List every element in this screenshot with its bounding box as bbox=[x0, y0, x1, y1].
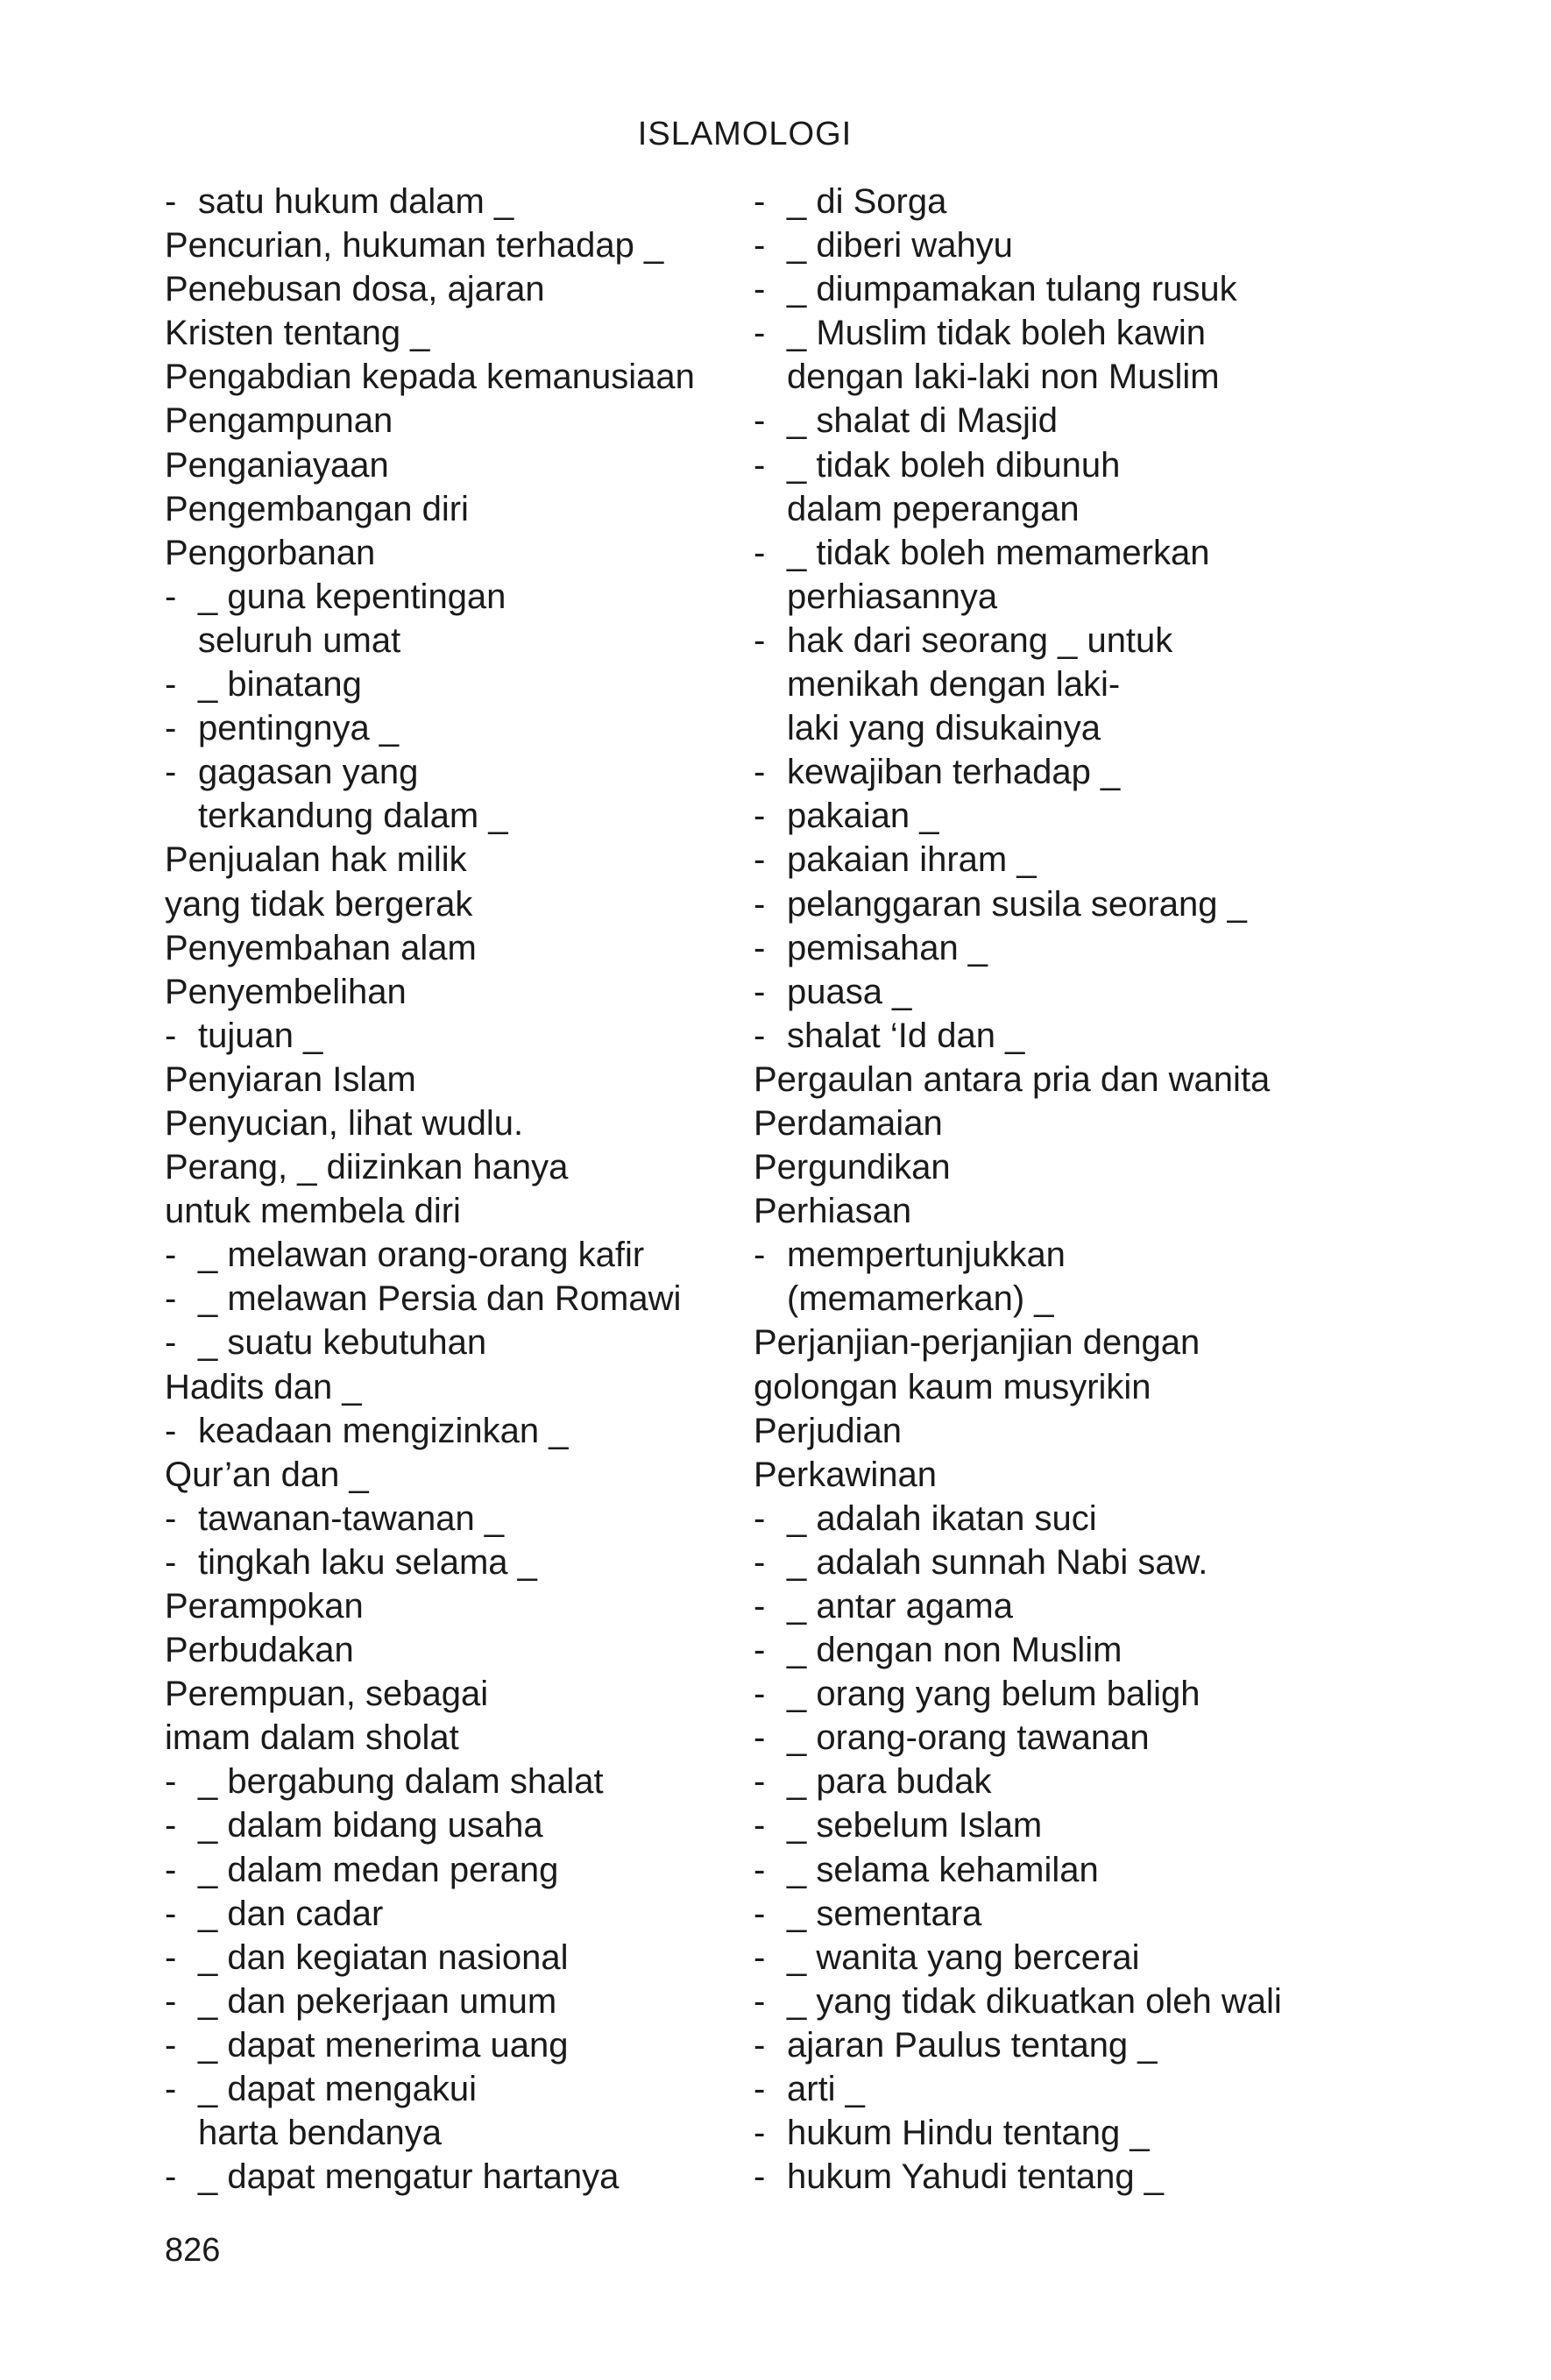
entry-text: Pengabdian kepada kemanusiaan bbox=[165, 358, 695, 397]
subentry-dash: - bbox=[165, 753, 177, 792]
index-continuation bbox=[754, 355, 1332, 399]
index-subentry bbox=[754, 2023, 1332, 2067]
entry-text: hukum Yahudi tentang _ bbox=[787, 2157, 1164, 2197]
subentry-dash: - bbox=[165, 1850, 177, 1889]
index-column-left bbox=[165, 180, 726, 2199]
subentry-dash: - bbox=[754, 797, 766, 836]
entry-text: _ dengan non Muslim bbox=[787, 1631, 1123, 1670]
entry-text: mempertunjukkan bbox=[787, 1236, 1066, 1275]
entry-text: _ shalat di Masjid bbox=[787, 401, 1059, 441]
index-subentry bbox=[165, 1980, 726, 2023]
index-subentry bbox=[754, 531, 1332, 575]
subentry-dash: - bbox=[165, 1894, 177, 1933]
entry-text: Penganiayaan bbox=[165, 445, 389, 485]
index-subentry bbox=[754, 443, 1332, 487]
entry-text: tujuan _ bbox=[198, 1016, 323, 1055]
subentry-dash: - bbox=[754, 1016, 766, 1055]
index-subentry bbox=[754, 926, 1332, 970]
subentry-dash: - bbox=[754, 445, 766, 485]
entry-text: _ para budak bbox=[787, 1762, 992, 1802]
index-subentry bbox=[165, 1760, 726, 1803]
entry-text: Pencurian, hukuman terhadap _ bbox=[165, 226, 664, 266]
index-heading bbox=[165, 1365, 726, 1409]
subentry-dash: - bbox=[754, 1498, 766, 1538]
entry-text: Kristen tentang _ bbox=[165, 314, 430, 353]
index-subentry bbox=[754, 2155, 1332, 2199]
index-subentry bbox=[165, 1936, 726, 1980]
index-heading bbox=[165, 1584, 726, 1628]
entry-text: Penyembahan alam bbox=[165, 928, 477, 967]
entry-text: Hadits dan _ bbox=[165, 1367, 362, 1406]
subentry-dash: - bbox=[754, 1542, 766, 1582]
index-heading bbox=[165, 1672, 726, 1716]
entry-text: Qur’an dan _ bbox=[165, 1455, 369, 1494]
entry-text: Perjanjian-perjanjian dengan bbox=[754, 1323, 1200, 1363]
index-heading bbox=[165, 223, 726, 267]
subentry-dash: - bbox=[165, 1323, 177, 1363]
subentry-dash: - bbox=[165, 1981, 177, 2021]
index-heading bbox=[165, 443, 726, 487]
entry-text: Pengampunan bbox=[165, 401, 393, 441]
index-subentry bbox=[754, 267, 1332, 311]
index-subentry bbox=[165, 750, 726, 794]
index-subentry bbox=[754, 2067, 1332, 2111]
index-subentry bbox=[754, 882, 1332, 926]
index-heading bbox=[165, 355, 726, 399]
index-subentry bbox=[754, 1936, 1332, 1980]
entry-text: _ binatang bbox=[198, 665, 362, 705]
index-subentry bbox=[165, 662, 726, 706]
subentry-dash: - bbox=[165, 665, 177, 705]
subentry-dash: - bbox=[754, 1762, 766, 1802]
index-continuation bbox=[165, 2111, 726, 2155]
entry-text: _ diberi wahyu bbox=[787, 226, 1013, 266]
entry-text: _ sebelum Islam bbox=[787, 1806, 1043, 1845]
subentry-dash: - bbox=[165, 1016, 177, 1055]
index-subentry bbox=[754, 399, 1332, 443]
subentry-dash: - bbox=[165, 1806, 177, 1845]
entry-text: menikah dengan laki- bbox=[787, 665, 1121, 705]
index-subentry bbox=[754, 1760, 1332, 1803]
index-heading bbox=[754, 1321, 1332, 1364]
entry-text: _ di Sorga bbox=[787, 182, 947, 221]
entry-text: _ dapat mengatur hartanya bbox=[198, 2157, 620, 2197]
running-head: ISLAMOLOGI bbox=[637, 116, 853, 152]
entry-text: Penyucian, lihat wudlu. bbox=[165, 1103, 524, 1143]
entry-text: dalam peperangan bbox=[787, 489, 1080, 528]
index-heading bbox=[754, 1453, 1332, 1497]
index-subentry bbox=[754, 970, 1332, 1014]
entry-text: seluruh umat bbox=[198, 620, 401, 660]
entry-text: _ adalah ikatan suci bbox=[787, 1498, 1097, 1538]
entry-text: pakaian _ bbox=[787, 797, 939, 836]
index-subentry bbox=[754, 750, 1332, 794]
entry-text: (memamerkan) _ bbox=[787, 1279, 1054, 1319]
entry-text: Pengembangan diri bbox=[165, 489, 469, 528]
index-subentry bbox=[165, 2023, 726, 2067]
entry-text: pelanggaran susila seorang _ bbox=[787, 884, 1247, 924]
index-subentry bbox=[165, 1409, 726, 1453]
subentry-dash: - bbox=[754, 1981, 766, 2021]
entry-text: gagasan yang bbox=[198, 753, 419, 792]
index-subentry bbox=[754, 1672, 1332, 1716]
subentry-dash: - bbox=[165, 709, 177, 748]
entry-text: puasa _ bbox=[787, 972, 912, 1011]
entry-text: Penebusan dosa, ajaran bbox=[165, 270, 545, 309]
index-continuation bbox=[754, 1277, 1332, 1321]
subentry-dash: - bbox=[165, 577, 177, 616]
entry-text: _ dalam bidang usaha bbox=[198, 1806, 543, 1845]
entry-text: _ dalam medan perang bbox=[198, 1850, 559, 1889]
subentry-dash: - bbox=[754, 884, 766, 924]
entry-text: _ tidak boleh dibunuh bbox=[787, 445, 1121, 485]
index-subentry bbox=[754, 794, 1332, 838]
index-heading bbox=[165, 838, 726, 882]
entry-text: _ tidak boleh memamerkan bbox=[787, 533, 1210, 572]
subentry-dash: - bbox=[754, 1631, 766, 1670]
entry-text: Perkawinan bbox=[754, 1455, 938, 1494]
index-subentry bbox=[754, 619, 1332, 662]
entry-text: terkandung dalam _ bbox=[198, 797, 508, 836]
entry-text: _ wanita yang bercerai bbox=[787, 1937, 1140, 1977]
index-subentry bbox=[754, 1584, 1332, 1628]
subentry-dash: - bbox=[165, 2157, 177, 2197]
subentry-dash: - bbox=[754, 753, 766, 792]
entry-text: pemisahan _ bbox=[787, 928, 988, 967]
entry-text: shalat ‘Id dan _ bbox=[787, 1016, 1025, 1055]
index-heading bbox=[165, 267, 726, 311]
index-heading bbox=[165, 1058, 726, 1101]
entry-text: imam dalam sholat bbox=[165, 1718, 459, 1758]
entry-text: Pergundikan bbox=[754, 1148, 951, 1187]
subentry-dash: - bbox=[754, 2114, 766, 2153]
index-heading bbox=[165, 1145, 726, 1189]
entry-text: pakaian ihram _ bbox=[787, 840, 1037, 880]
entry-text: _ antar agama bbox=[787, 1587, 1013, 1626]
subentry-dash: - bbox=[754, 1587, 766, 1626]
index-continuation bbox=[754, 487, 1332, 531]
index-subentry bbox=[165, 1497, 726, 1541]
entry-text: _ selama kehamilan bbox=[787, 1850, 1099, 1889]
subentry-dash: - bbox=[754, 1937, 766, 1977]
index-heading bbox=[754, 1409, 1332, 1453]
index-heading bbox=[754, 1189, 1332, 1233]
index-subentry bbox=[165, 2155, 726, 2199]
index-subentry bbox=[754, 1541, 1332, 1584]
subentry-dash: - bbox=[754, 972, 766, 1011]
index-subentry bbox=[754, 1716, 1332, 1760]
index-subentry bbox=[165, 2067, 726, 2111]
index-subentry bbox=[165, 575, 726, 619]
subentry-dash: - bbox=[165, 1411, 177, 1450]
entry-text: _ orang yang belum baligh bbox=[787, 1675, 1200, 1714]
subentry-dash: - bbox=[165, 2025, 177, 2065]
subentry-dash: - bbox=[754, 2070, 766, 2109]
entry-text: Perhiasan bbox=[754, 1192, 912, 1231]
subentry-dash: - bbox=[754, 2025, 766, 2065]
entry-text: harta bendanya bbox=[198, 2114, 443, 2153]
entry-text: keadaan mengizinkan _ bbox=[198, 1411, 569, 1450]
entry-text: Penjualan hak milik bbox=[165, 840, 467, 880]
entry-text: yang tidak bergerak bbox=[165, 884, 473, 924]
index-heading bbox=[165, 1628, 726, 1672]
index-heading bbox=[165, 1716, 726, 1760]
index-subentry bbox=[754, 1497, 1332, 1541]
entry-text: _ dan cadar bbox=[198, 1894, 384, 1933]
subentry-dash: - bbox=[754, 270, 766, 309]
entry-text: _ melawan orang-orang kafir bbox=[198, 1236, 645, 1275]
index-subentry bbox=[754, 1628, 1332, 1672]
subentry-dash: - bbox=[165, 182, 177, 221]
subentry-dash: - bbox=[165, 1236, 177, 1275]
entry-text: tawanan-tawanan _ bbox=[198, 1498, 505, 1538]
subentry-dash: - bbox=[754, 620, 766, 660]
subentry-dash: - bbox=[754, 2157, 766, 2197]
entry-text: _ yang tidak dikuatkan oleh wali bbox=[787, 1981, 1282, 2021]
index-heading bbox=[165, 531, 726, 575]
subentry-dash: - bbox=[165, 1498, 177, 1538]
subentry-dash: - bbox=[754, 1894, 766, 1933]
index-subentry bbox=[165, 1321, 726, 1364]
entry-text: hak dari seorang _ untuk bbox=[787, 620, 1173, 660]
index-subentry bbox=[754, 838, 1332, 882]
entry-text: perhiasannya bbox=[787, 577, 998, 616]
subentry-dash: - bbox=[754, 314, 766, 353]
entry-text: Penyembelihan bbox=[165, 972, 407, 1011]
index-heading bbox=[754, 1145, 1332, 1189]
index-continuation bbox=[754, 575, 1332, 619]
entry-text: _ bergabung dalam shalat bbox=[198, 1762, 604, 1802]
subentry-dash: - bbox=[165, 1937, 177, 1977]
subentry-dash: - bbox=[754, 840, 766, 880]
index-subentry bbox=[754, 1892, 1332, 1936]
index-subentry bbox=[165, 180, 726, 223]
index-heading bbox=[165, 926, 726, 970]
index-heading bbox=[165, 1189, 726, 1233]
subentry-dash: - bbox=[754, 928, 766, 967]
entry-text: golongan kaum musyrikin bbox=[754, 1367, 1151, 1406]
entry-text: _ dapat menerima uang bbox=[198, 2025, 569, 2065]
subentry-dash: - bbox=[754, 1806, 766, 1845]
index-heading bbox=[165, 882, 726, 926]
subentry-dash: - bbox=[754, 533, 766, 572]
entry-text: laki yang disukainya bbox=[787, 709, 1101, 748]
entry-text: Perdamaian bbox=[754, 1103, 943, 1143]
subentry-dash: - bbox=[754, 1675, 766, 1714]
subentry-dash: - bbox=[754, 401, 766, 441]
entry-text: _ dapat mengakui bbox=[198, 2070, 478, 2109]
entry-text: _ dan pekerjaan umum bbox=[198, 1981, 557, 2021]
entry-text: Perampokan bbox=[165, 1587, 364, 1626]
entry-text: _ diumpamakan tulang rusuk bbox=[787, 270, 1237, 309]
entry-text: _ melawan Persia dan Romawi bbox=[198, 1279, 682, 1319]
index-subentry bbox=[754, 311, 1332, 355]
index-subentry bbox=[754, 1848, 1332, 1892]
entry-text: Penyiaran Islam bbox=[165, 1059, 416, 1099]
index-subentry bbox=[165, 1541, 726, 1584]
index-continuation bbox=[754, 662, 1332, 706]
index-heading bbox=[754, 1058, 1332, 1101]
entry-text: Pergaulan antara pria dan wanita bbox=[754, 1059, 1271, 1099]
index-subentry bbox=[165, 1277, 726, 1321]
entry-text: arti _ bbox=[787, 2070, 865, 2109]
subentry-dash: - bbox=[165, 1542, 177, 1582]
index-subentry bbox=[754, 1233, 1332, 1277]
subentry-dash: - bbox=[165, 1762, 177, 1802]
entry-text: satu hukum dalam _ bbox=[198, 182, 514, 221]
index-heading bbox=[165, 970, 726, 1014]
entry-text: Perang, _ diizinkan hanya bbox=[165, 1148, 569, 1187]
entry-text: Pengorbanan bbox=[165, 533, 376, 572]
index-subentry bbox=[754, 2111, 1332, 2155]
index-continuation bbox=[754, 706, 1332, 750]
entry-text: _ adalah sunnah Nabi saw. bbox=[787, 1542, 1208, 1582]
entry-text: tingkah laku selama _ bbox=[198, 1542, 537, 1582]
subentry-dash: - bbox=[754, 226, 766, 266]
page-number: 826 bbox=[165, 2232, 221, 2269]
index-subentry bbox=[165, 1892, 726, 1936]
entry-text: dengan laki-laki non Muslim bbox=[787, 358, 1220, 397]
subentry-dash: - bbox=[754, 1850, 766, 1889]
index-subentry bbox=[165, 706, 726, 750]
entry-text: _ sementara bbox=[787, 1894, 982, 1933]
index-heading bbox=[165, 311, 726, 355]
index-continuation bbox=[165, 619, 726, 662]
entry-text: _ suatu kebutuhan bbox=[198, 1323, 487, 1363]
subentry-dash: - bbox=[754, 1236, 766, 1275]
entry-text: _ dan kegiatan nasional bbox=[198, 1937, 569, 1977]
entry-text: kewajiban terhadap _ bbox=[787, 753, 1121, 792]
index-heading bbox=[165, 399, 726, 443]
index-heading bbox=[165, 487, 726, 531]
entry-text: Perjudian bbox=[754, 1411, 903, 1450]
index-column-right bbox=[754, 180, 1332, 2199]
entry-text: _ Muslim tidak boleh kawin bbox=[787, 314, 1206, 353]
entry-text: _ orang-orang tawanan bbox=[787, 1718, 1150, 1758]
entry-text: _ guna kepentingan bbox=[198, 577, 506, 616]
entry-text: Perempuan, sebagai bbox=[165, 1675, 489, 1714]
entry-text: Perbudakan bbox=[165, 1631, 354, 1670]
index-subentry bbox=[165, 1803, 726, 1847]
entry-text: hukum Hindu tentang _ bbox=[787, 2114, 1150, 2153]
index-subentry bbox=[165, 1233, 726, 1277]
entry-text: untuk membela diri bbox=[165, 1192, 461, 1231]
index-heading bbox=[165, 1453, 726, 1497]
index-subentry bbox=[754, 1980, 1332, 2023]
subentry-dash: - bbox=[165, 2070, 177, 2109]
subentry-dash: - bbox=[165, 1279, 177, 1319]
index-subentry bbox=[165, 1848, 726, 1892]
subentry-dash: - bbox=[754, 1718, 766, 1758]
index-subentry bbox=[754, 1803, 1332, 1847]
subentry-dash: - bbox=[754, 182, 766, 221]
index-subentry bbox=[754, 180, 1332, 223]
index-subentry bbox=[754, 223, 1332, 267]
index-subentry bbox=[754, 1014, 1332, 1058]
index-subentry bbox=[165, 1014, 726, 1058]
index-heading bbox=[754, 1365, 1332, 1409]
index-continuation bbox=[165, 794, 726, 838]
entry-text: pentingnya _ bbox=[198, 709, 400, 748]
index-heading bbox=[165, 1101, 726, 1145]
index-heading bbox=[754, 1101, 1332, 1145]
entry-text: ajaran Paulus tentang _ bbox=[787, 2025, 1158, 2065]
